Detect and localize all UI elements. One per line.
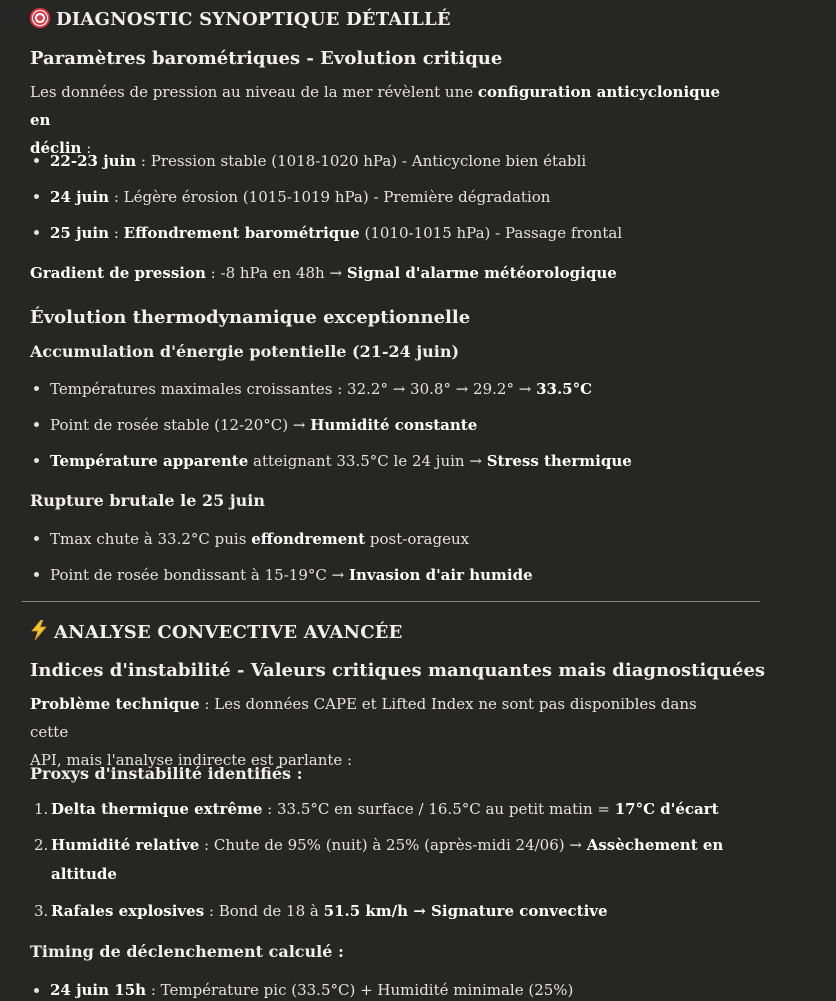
list-item [50,222,622,244]
problem-text: : Les données CAPE et Lifted Index ne sont pas disponibles dans cette [30,695,697,741]
bullet-dot [34,194,39,199]
intro-bold-2: déclin [30,139,82,157]
heading-instability: Indices d'instabilité - Valeurs critiques manquantes mais diagnostiquées [30,660,766,681]
list-number: 2. [34,836,49,854]
list-item [50,564,533,586]
item-bold: Assèchement en [586,836,724,854]
bullet-dot [34,158,39,163]
heading-timing: Timing de déclenchement calculé : [30,942,344,961]
item-text: post-orageux [365,530,470,548]
list-item [50,979,573,1001]
intro-text: Les données de pression au niveau de la mer révèlent une [30,83,478,101]
item-sep: : [109,224,124,242]
item-text: Point de rosée stable (12-20°C) → [50,416,311,434]
list-item [50,150,586,172]
section-title-text: DIAGNOSTIC SYNOPTIQUE DÉTAILLÉ [56,9,451,30]
item-date: 22-23 juin [50,152,137,170]
list-item [50,378,592,400]
intro-colon: : [81,139,92,157]
item-text: Températures maximales croissantes : 32.2° → 30.8° → 29.2° → [50,380,537,398]
list-item [51,900,608,922]
list-number: 1. [34,800,49,818]
section-divider [22,601,760,602]
lightning-icon [30,620,48,645]
section-title-convective [30,620,403,645]
item-text: atteignant 33.5°C le 24 juin → [248,452,487,470]
item-text: Point de rosée bondissant à 15-19°C → [50,566,349,584]
item-bold: 33.5°C [536,380,593,398]
item-date: 24 juin [50,188,110,206]
bullet-dot [34,988,39,993]
item-text: : Température pic (33.5°C) + Humidité minimale (25%) [146,981,574,999]
item-bold: 51.5 km/h → Signature convective [323,902,608,920]
bullet-dot [34,230,39,235]
list-item [50,186,550,208]
item-bold: 24 juin 15h [50,981,147,999]
heading-thermodynamic: Évolution thermodynamique exceptionnelle [30,307,471,328]
item-bold: Stress thermique [486,452,632,470]
list-item [50,450,632,472]
section-title-text: ANALYSE CONVECTIVE AVANCÉE [54,622,403,643]
item-bold: Delta thermique extrême [51,800,263,818]
item-bold: Humidité relative [51,836,200,854]
item-text: : 33.5°C en surface / 16.5°C au petit matin = [262,800,615,818]
list-item [50,414,477,436]
problem-paragraph [30,690,730,774]
list-item [51,798,719,820]
heading-accumulation: Accumulation d'énergie potentielle (21-24 juin) [30,342,460,361]
heading-barometric: Paramètres barométriques - Evolution critique [30,48,503,69]
target-icon [30,8,50,28]
gradient-line [30,262,617,284]
item-text: : Bond de 18 à [204,902,324,920]
item-bold: altitude [51,865,117,883]
intro-bold: configuration anticyclonique en [30,83,721,129]
bullet-dot [34,386,39,391]
item-bold: Rafales explosives [51,902,205,920]
item-text: Tmax chute à 33.2°C puis [50,530,252,548]
item-bold: Humidité constante [310,416,478,434]
item-bold: Température apparente [50,452,249,470]
gradient-label: Gradient de pression [30,264,206,282]
heading-rupture: Rupture brutale le 25 juin [30,491,265,510]
gradient-signal: Signal d'alarme météorologique [346,264,617,282]
list-number: 3. [34,902,49,920]
bullet-dot [34,422,39,427]
item-bold: Effondrement barométrique [123,224,360,242]
list-item [51,834,723,856]
heading-proxys: Proxys d'instabilité identifiés : [30,764,303,783]
gradient-value: : -8 hPa en 48h → [205,264,347,282]
section-title-diagnostic [30,8,451,30]
list-item-continuation [51,863,117,885]
item-date: 25 juin [50,224,110,242]
bullet-dot [34,572,39,577]
item-text: : Pression stable (1018-1020 hPa) - Anticyclone bien établi [136,152,587,170]
problem-text-2: API, mais l'analyse indirecte est parlante : [30,751,353,769]
item-bold: Invasion d'air humide [348,566,533,584]
item-text: (1010-1015 hPa) - Passage frontal [359,224,623,242]
item-text: : Légère érosion (1015-1019 hPa) - Première dégradation [109,188,551,206]
item-text: : Chute de 95% (nuit) à 25% (après-midi 24/06) → [199,836,587,854]
bullet-dot [34,458,39,463]
bullet-dot [34,536,39,541]
list-item [50,528,469,550]
problem-label: Problème technique [30,695,200,713]
item-bold: 17°C d'écart [614,800,719,818]
item-bold: effondrement [251,530,366,548]
